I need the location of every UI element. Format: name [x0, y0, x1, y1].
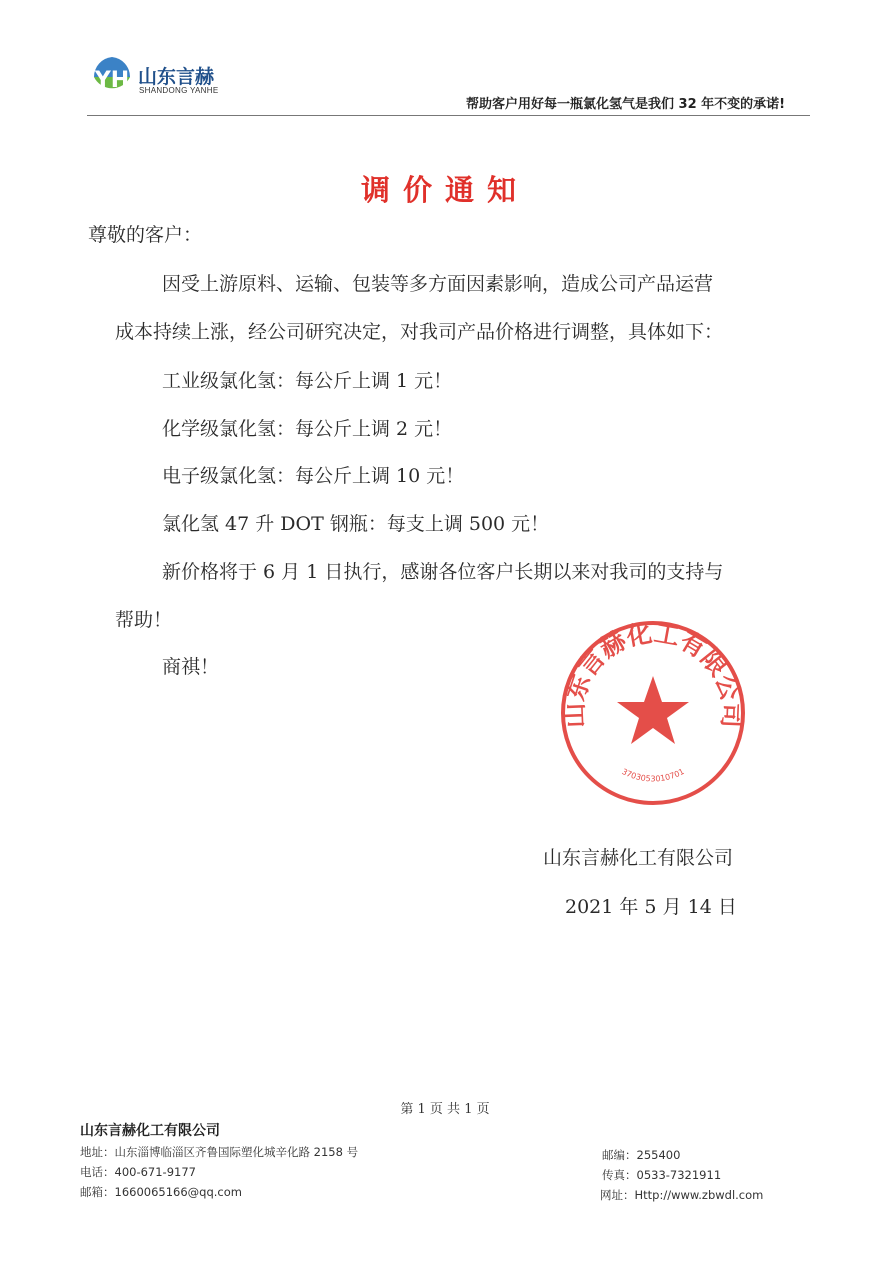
page-number: 第 1 页 共 1 页: [400, 1102, 490, 1117]
footer-website: 网址：Http://www.zbwdl.com: [600, 1188, 764, 1202]
greeting: 尊敬的客户：: [88, 224, 203, 246]
svg-text:3703053010701: 3703053010701: [620, 766, 686, 784]
price-item-cylinder: 氯化氢 47 升 DOT 钢瓶：每支上调 500 元！: [162, 513, 550, 535]
paragraph-1: 因受上游原料、运输、包装等多方面因素影响，造成公司产品运营: [162, 273, 714, 295]
svg-text:YH: YH: [94, 68, 130, 93]
slogan: 帮助客户用好每一瓶氯化氢气是我们 32 年不变的承诺!: [466, 97, 786, 112]
signature-company: 山东言赫化工有限公司: [543, 847, 734, 869]
footer-postcode: 邮编：255400: [602, 1148, 681, 1162]
svg-text:山东言赫化工有限公司: 山东言赫化工有限公司: [559, 618, 747, 729]
footer-company: 山东言赫化工有限公司: [80, 1123, 220, 1139]
price-item-electronic: 电子级氯化氢：每公斤上调 10 元！: [162, 465, 465, 487]
page-title: 调价通知: [360, 173, 529, 207]
closing: 商祺！: [162, 656, 220, 678]
price-item-chemical: 化学级氯化氢：每公斤上调 2 元！: [162, 418, 453, 440]
footer-address: 地址：山东淄博临淄区齐鲁国际塑化城辛化路 2158 号: [80, 1145, 359, 1159]
footer-fax: 传真：0533-7321911: [602, 1168, 722, 1182]
paragraph-effective: 新价格将于 6 月 1 日执行，感谢各位客户长期以来对我司的支持与: [162, 561, 724, 583]
paragraph-1-cont: 成本持续上涨，经公司研究决定，对我司产品价格进行调整，具体如下：: [115, 321, 724, 343]
company-logo: [92, 55, 132, 99]
brand-name: 山东言赫: [138, 66, 215, 88]
price-item-industrial: 工业级氯化氢：每公斤上调 1 元！: [162, 370, 453, 392]
company-seal: [558, 618, 748, 808]
footer-phone: 电话：400-671-9177: [80, 1165, 196, 1179]
signature-date: 2021 年 5 月 14 日: [565, 896, 737, 918]
footer-email: 邮箱：1660065166@qq.com: [80, 1185, 242, 1199]
header-divider: [87, 115, 810, 116]
paragraph-effective-cont: 帮助！: [115, 609, 173, 631]
brand-name-en: SHANDONG YANHE: [139, 86, 219, 95]
